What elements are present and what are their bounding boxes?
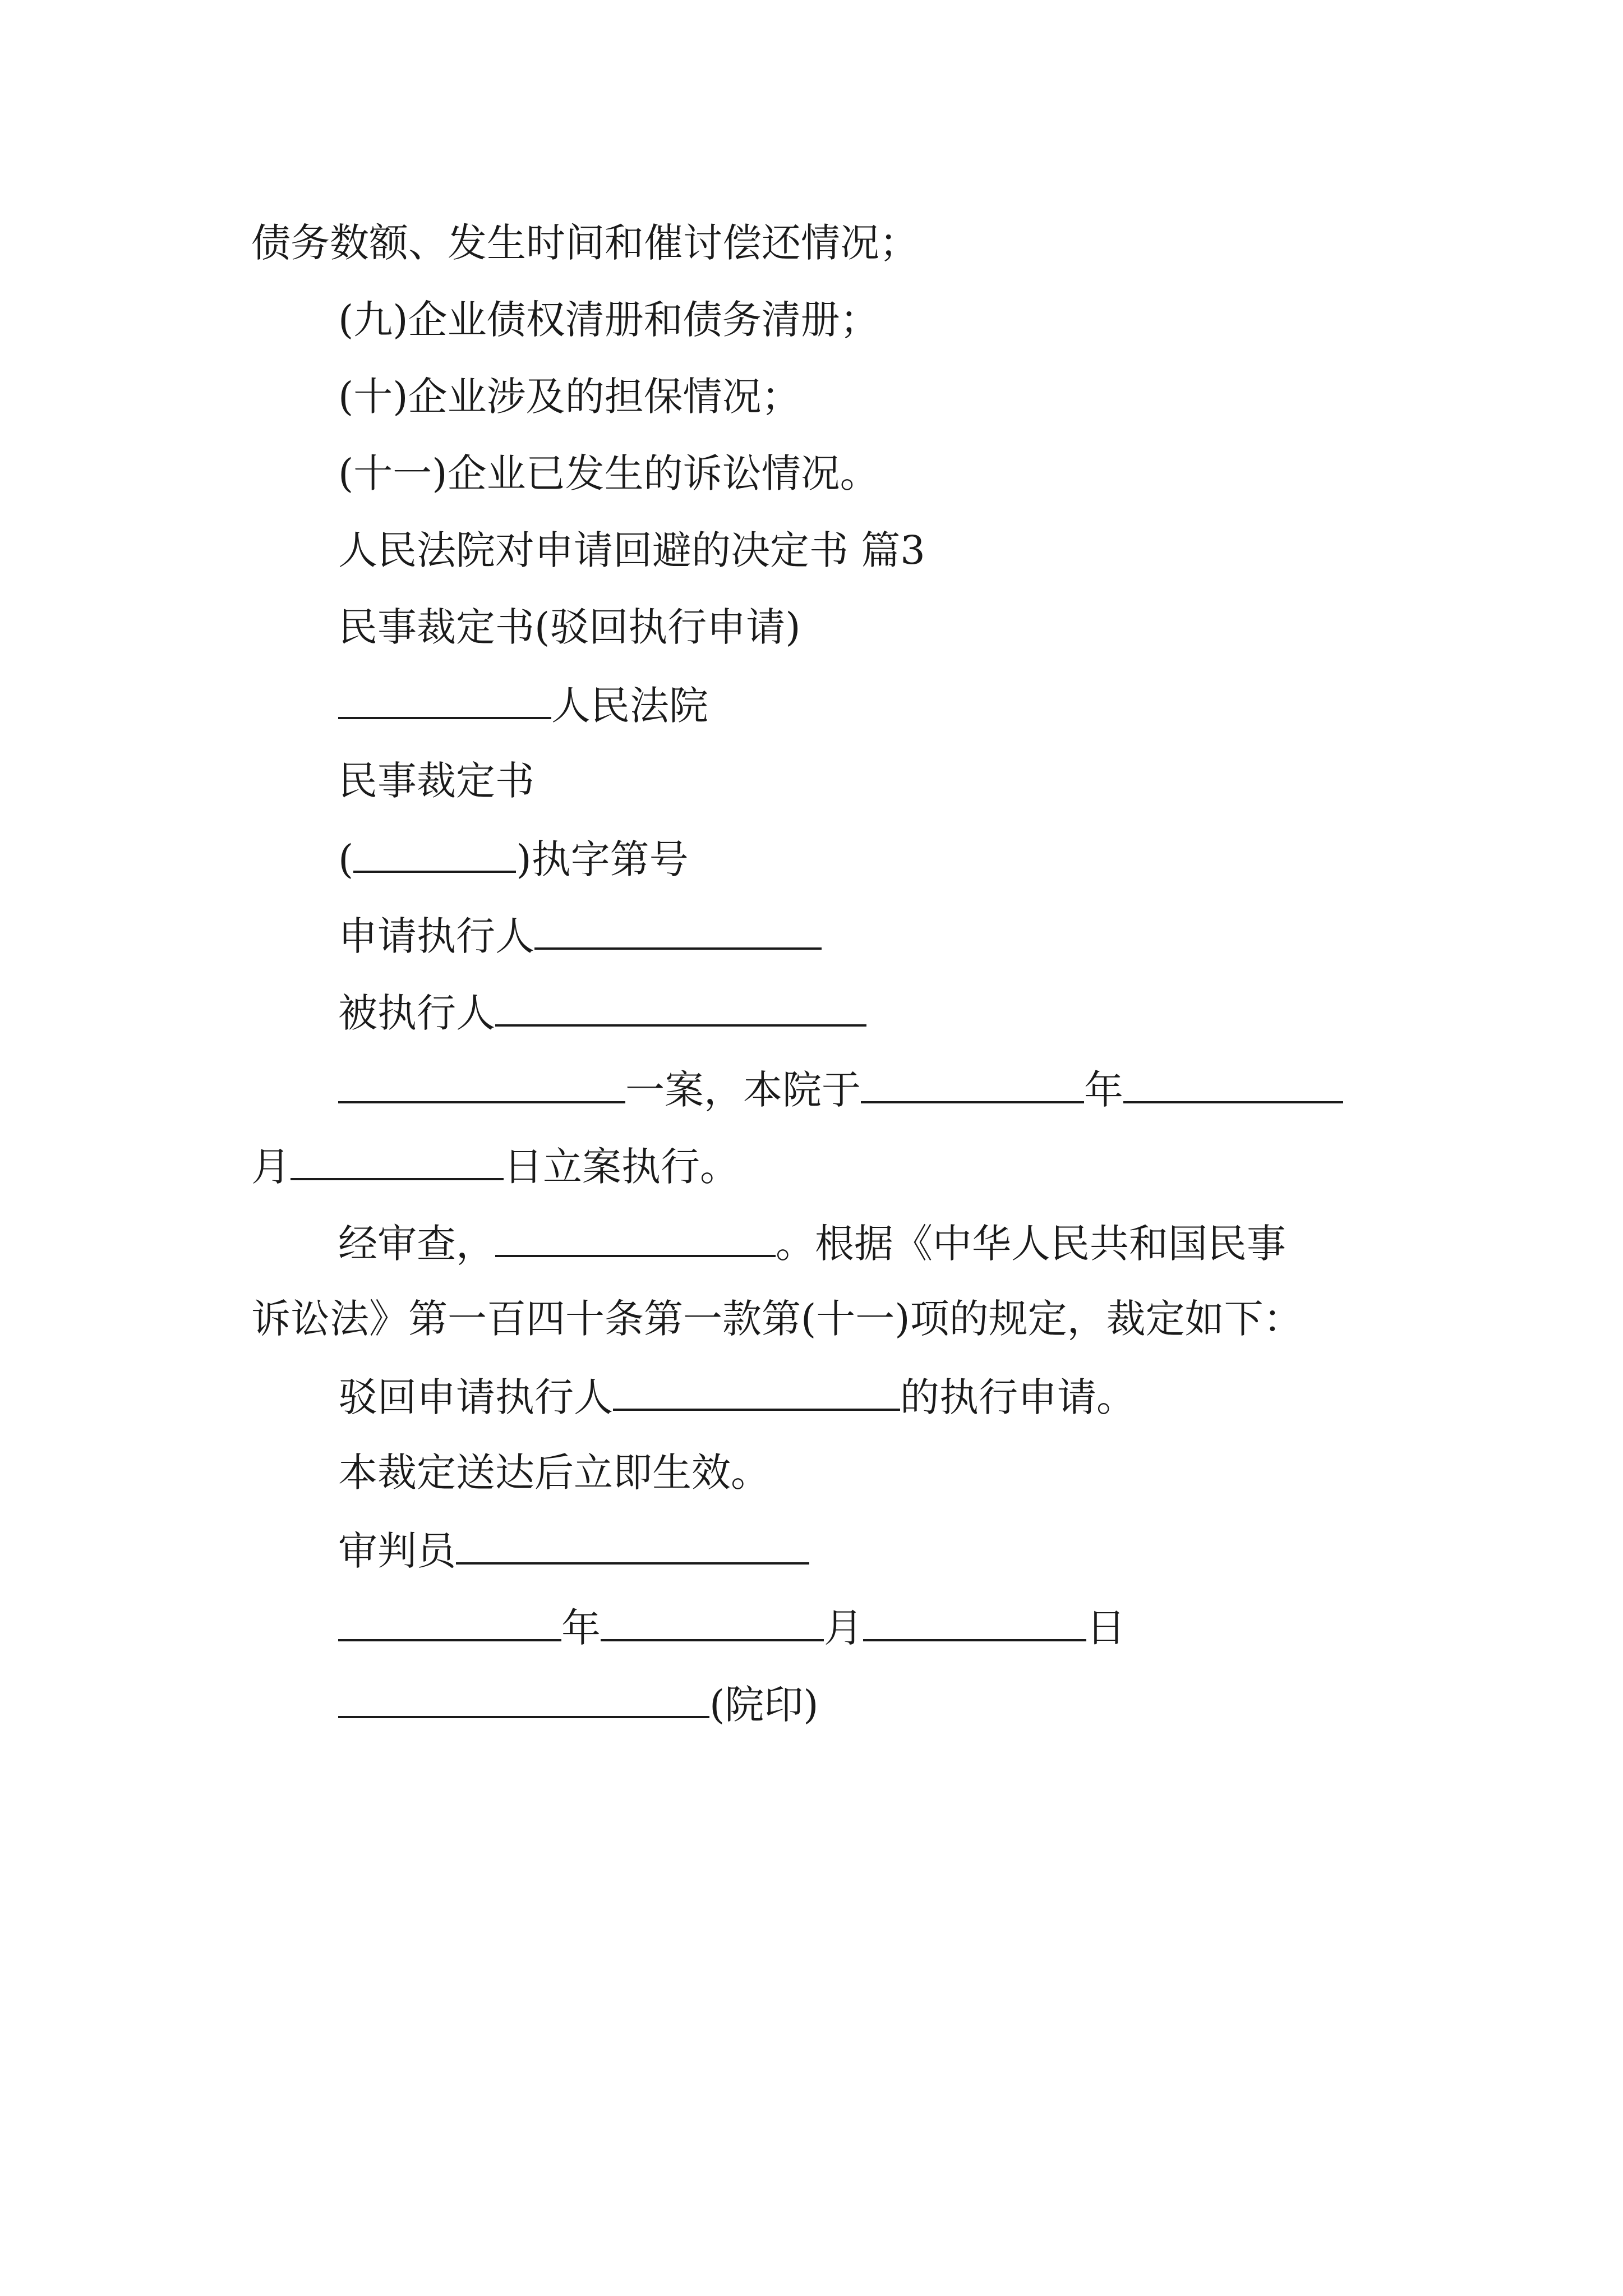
filing-text: 日立案执行。 (504, 1144, 739, 1190)
blank-field (353, 838, 516, 873)
ruling-text-end: 的执行申请。 (900, 1374, 1136, 1420)
blank-field (495, 1222, 776, 1257)
ruling-text: 驳回申请执行人 (338, 1374, 613, 1420)
respondent-label: 被执行人 (338, 990, 495, 1036)
court-name-line (338, 683, 708, 729)
blank-field (456, 1530, 809, 1565)
case-filing-line (338, 1067, 1343, 1113)
paragraph-line: (九)企业债权清册和债务清册； (338, 297, 879, 343)
year-label: 年 (1084, 1067, 1123, 1113)
month-label: 月 (251, 1144, 291, 1190)
legal-basis-text: 。根据《中华人民共和国民事 (776, 1221, 1286, 1267)
legal-basis-line: 诉讼法》第一百四十条第一款第(十一)项的规定，裁定如下： (251, 1296, 1303, 1342)
judge-line (338, 1528, 809, 1574)
section-heading: 人民法院对申请回避的决定书 篇3 (338, 527, 925, 573)
effective-line: 本裁定送达后立即生效。 (338, 1450, 770, 1496)
date-month-label: 月 (824, 1605, 863, 1651)
ruling-line (338, 1374, 1136, 1420)
blank-field (1123, 1069, 1343, 1103)
paragraph-line: 债务数额、发生时间和催讨偿还情况； (251, 220, 919, 266)
review-text: 经审查， (338, 1221, 495, 1267)
ruling-heading: 民事裁定书 (338, 758, 534, 804)
case-filing-text: 一案，本院于 (625, 1067, 861, 1113)
judge-label: 审判员 (338, 1528, 456, 1574)
document-title: 民事裁定书(驳回执行申请) (338, 604, 801, 650)
applicant-line (338, 913, 822, 959)
blank-field (338, 1683, 709, 1718)
case-filing-line-cont (251, 1144, 739, 1190)
seal-line (338, 1682, 819, 1728)
blank-field (338, 1069, 625, 1103)
blank-field (338, 1607, 561, 1641)
blank-field (495, 992, 866, 1027)
blank-field (534, 915, 822, 950)
blank-field (601, 1607, 824, 1641)
date-year-label: 年 (561, 1605, 601, 1651)
date-line (338, 1605, 1126, 1651)
blank-field (861, 1069, 1084, 1103)
seal-label: (院印) (709, 1682, 819, 1728)
applicant-label: 申请执行人 (338, 913, 534, 959)
respondent-line (338, 990, 866, 1036)
date-day-label: 日 (1086, 1605, 1126, 1651)
case-number-open: ( (338, 836, 354, 882)
case-number-line (338, 836, 689, 882)
paragraph-line: (十一)企业已发生的诉讼情况。 (338, 450, 879, 496)
review-line (338, 1221, 1286, 1267)
blank-field (613, 1376, 900, 1411)
blank-field (863, 1607, 1086, 1641)
court-name-label: 人民法院 (551, 683, 708, 729)
paragraph-line: (十)企业涉及的担保情况； (338, 374, 801, 420)
blank-field (338, 684, 551, 719)
blank-field (291, 1145, 504, 1180)
case-number-label: )执字第号 (516, 836, 689, 882)
